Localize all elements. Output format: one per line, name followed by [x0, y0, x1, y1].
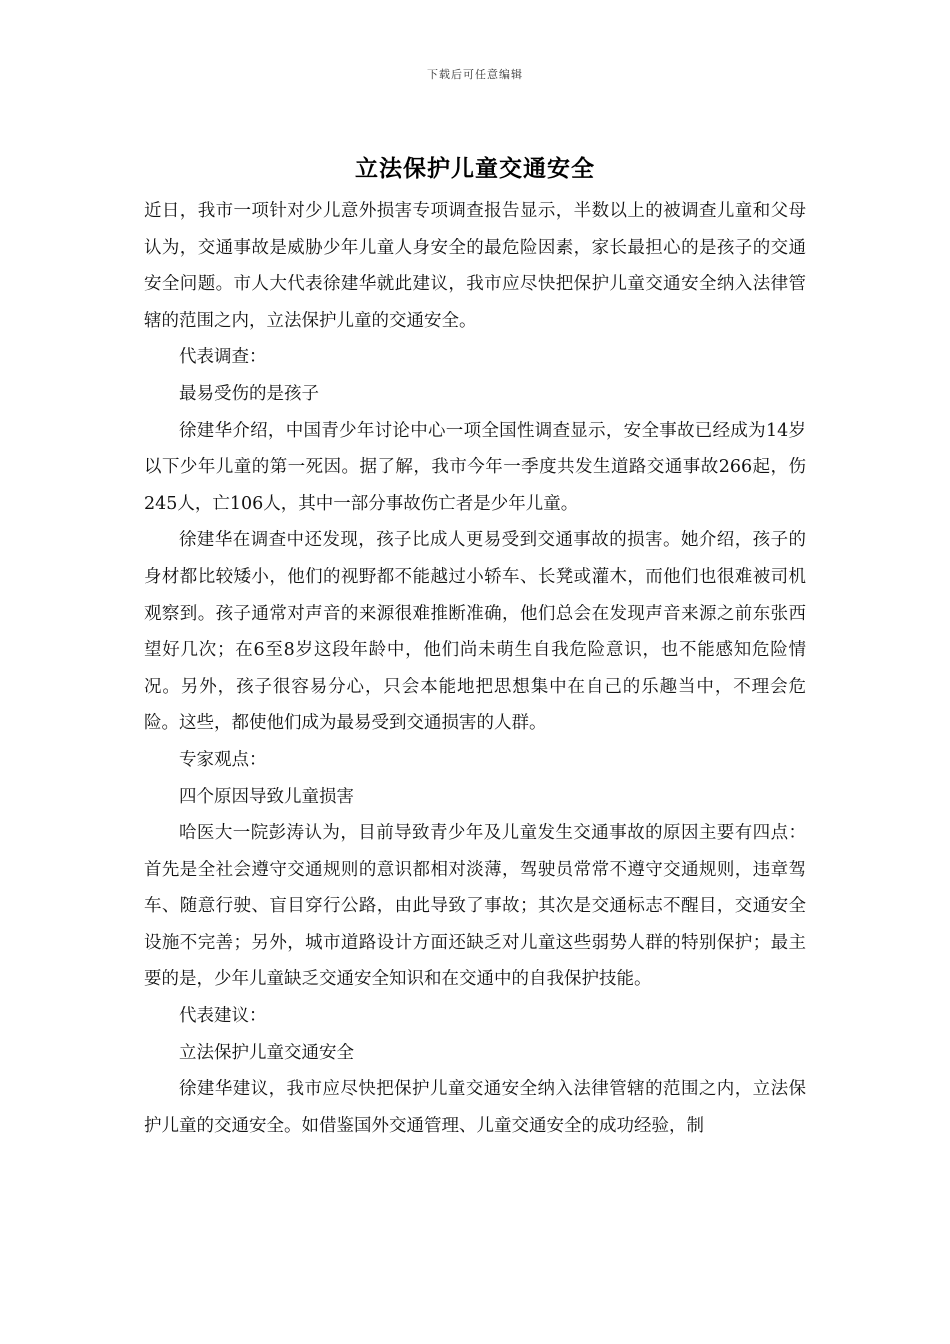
body-paragraph: 哈医大一院彭涛认为，目前导致青少年及儿童发生交通事故的原因主要有四点：首先是全社会遵守交通规则的意识都相对淡薄，驾驶员常常不遵守交通规则，违章驾车、随意行驶、盲目穿行公路，由此导致了事故；其次是交通标志不醒目，交通安全设施不完善；另外，城市道路设计方面还缺乏对儿童这些弱势人群的特别保护；最主要的是，少年儿童缺乏交通安全知识和在交通中的自我保护技能。: [144, 823, 806, 990]
body-paragraph: 徐建华介绍，中国青少年讨论中心一项全国性调查显示，安全事故已经成为14岁以下少年儿童的第一死因。据了解，我市今年一季度共发生道路交通事故266起，伤245人，亡106人，其中一部分事故伤亡者是少年儿童。: [144, 420, 806, 514]
intro-paragraph: 近日，我市一项针对少儿意外损害专项调查报告显示，半数以上的被调查儿童和父母认为，交通事故是威胁少年儿童人身安全的最危险因素，家长最担心的是孩子的交通安全问题。市人大代表徐建华就此建议，我市应尽快把保护儿童交通安全纳入法律管辖的范围之内，立法保护儿童的交通安全。: [144, 201, 806, 331]
body-paragraph: 徐建华在调查中还发现，孩子比成人更易受到交通事故的损害。她介绍，孩子的身材都比较矮小，他们的视野都不能越过小轿车、长凳或灌木，而他们也很难被司机观察到。孩子通常对声音的来源很难推断准确，他们总会在发现声音来源之前东张西望好几次；在6至8岁这段年龄中，他们尚未萌生自我危险意识，也不能感知危险情况。另外，孩子很容易分心，只会本能地把思想集中在自己的乐趣当中，不理会危险。这些，都使他们成为最易受到交通损害的人群。: [144, 530, 806, 734]
document-body: [144, 193, 806, 1144]
header-note: 下载后可任意编辑: [427, 68, 523, 81]
body-paragraph: 徐建华建议，我市应尽快把保护儿童交通安全纳入法律管辖的范围之内，立法保护儿童的交通安全。如借鉴国外交通管理、儿童交通安全的成功经验，制: [144, 1079, 806, 1136]
section-heading-survey: 最易受伤的是孩子: [179, 383, 319, 404]
section-heading-suggestion: 立法保护儿童交通安全: [179, 1042, 354, 1063]
section-label-survey: 代表调查：: [179, 347, 267, 368]
section-heading-expert: 四个原因导致儿童损害: [179, 786, 354, 807]
section-label-suggestion: 代表建议：: [179, 1006, 267, 1027]
section-label-expert: 专家观点：: [179, 749, 267, 770]
document-title: 立法保护儿童交通安全: [355, 155, 595, 182]
